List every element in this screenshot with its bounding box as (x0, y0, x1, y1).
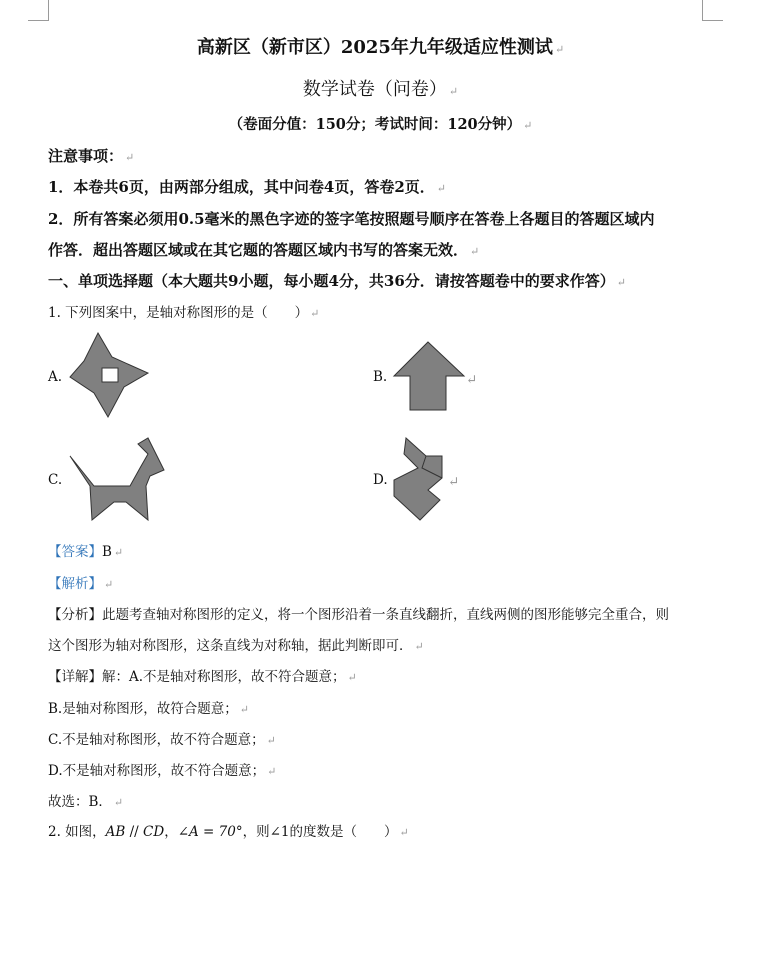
option-b-figure (392, 340, 470, 414)
question-1-stem: 1. 下列图案中，是轴对称图形的是（ ） ↵ (48, 305, 320, 321)
paragraph-mark: ↵ (104, 578, 114, 591)
explanation-b: B.是轴对称图形，故符合题意； ↵ (48, 701, 249, 717)
fenxi-line-2: 这个图形为轴对称图形，这条直线为对称轴，据此判断即可． ↵ (48, 638, 424, 654)
exam-title: 高新区（新市区）2025年九年级适应性测试 ↵ (196, 37, 565, 58)
angle-a-value: ∠A = 70° (177, 824, 243, 840)
paragraph-mark: ↵ (347, 671, 357, 684)
notes-item-2-line-2: 作答．超出答题区域或在其它题的答题区域内书写的答案无效． ↵ (48, 241, 480, 259)
notes-item-1: 1．本卷共6页，由两部分组成，其中问卷4页，答卷2页． ↵ (48, 178, 446, 196)
paragraph-mark: ↵ (414, 640, 424, 653)
paragraph-mark: ↵ (523, 119, 533, 132)
option-c-label: C. (48, 472, 63, 488)
exam-info: （卷面分值：150分；考试时间：120分钟） ↵ (228, 116, 533, 133)
explanation-d: D.不是轴对称图形，故不符合题意； ↵ (48, 763, 277, 779)
paragraph-mark: ↵ (554, 43, 565, 56)
segment-ab: AB (105, 824, 126, 840)
arrow-up-shape (394, 342, 464, 410)
pinwheel-hole (102, 368, 118, 382)
option-c-figure (68, 436, 168, 524)
page-corner-mark-right (702, 0, 723, 21)
analysis-tag: 【解析】 (48, 576, 102, 592)
xiangjie-line: 【详解】解：A.不是轴对称图形，故不符合题意； ↵ (48, 669, 357, 685)
paragraph-mark: ↵ (125, 151, 135, 164)
paragraph-mark: ↵ (470, 245, 480, 258)
option-d-label: D. (373, 472, 388, 488)
paragraph-mark: ↵ (239, 703, 249, 716)
notes-heading: 注意事项： ↵ (48, 147, 135, 165)
dog-shape (70, 438, 164, 520)
paragraph-mark: ↵ (466, 372, 478, 388)
fenxi-line-1: 【分析】此题考查轴对称图形的定义，将一个图形沿着一条直线翻折，直线两侧的图形能够完全重合，则 (48, 607, 669, 623)
option-b-label: B. (373, 369, 388, 385)
segment-cd: CD (143, 824, 165, 840)
answer-value: B (102, 544, 112, 560)
exam-subtitle: 数学试卷（问卷） ↵ (302, 79, 459, 100)
option-a-label: A. (48, 369, 63, 385)
notes-item-2-line-1: 2．所有答案必须用0.5毫米的黑色字迹的签字笔按照题号顺序在答卷上各题目的答题区域内 (48, 210, 655, 228)
section-1-heading: 一、单项选择题（本大题共9小题，每小题4分，共36分．请按答题卷中的要求作答） ↵ (48, 272, 626, 290)
option-d-figure (392, 436, 452, 524)
option-a-figure (68, 333, 154, 419)
paragraph-mark: ↵ (113, 546, 124, 559)
answer-tag: 【答案】 (48, 544, 102, 560)
page-corner-mark-left (28, 0, 49, 21)
paragraph-mark: ↵ (448, 474, 460, 490)
question-2-stem: 2. 如图，AB // CD，∠A = 70°，则∠1的度数是（ ） ↵ (48, 824, 409, 840)
paragraph-mark: ↵ (267, 765, 277, 778)
paragraph-mark: ↵ (616, 276, 626, 289)
paragraph-mark: ↵ (399, 826, 409, 839)
paragraph-mark: ↵ (448, 85, 459, 98)
paragraph-mark: ↵ (266, 734, 276, 747)
rabbit-shape (394, 438, 442, 520)
paragraph-mark: ↵ (310, 307, 320, 320)
paragraph-mark: ↵ (436, 182, 446, 195)
paragraph-mark: ↵ (113, 796, 124, 809)
answer-line (48, 540, 123, 560)
explanation-c: C.不是轴对称图形，故不符合题意； ↵ (48, 732, 276, 748)
analysis-line (48, 572, 113, 592)
conclusion-line: 故选：B． ↵ (48, 794, 124, 810)
